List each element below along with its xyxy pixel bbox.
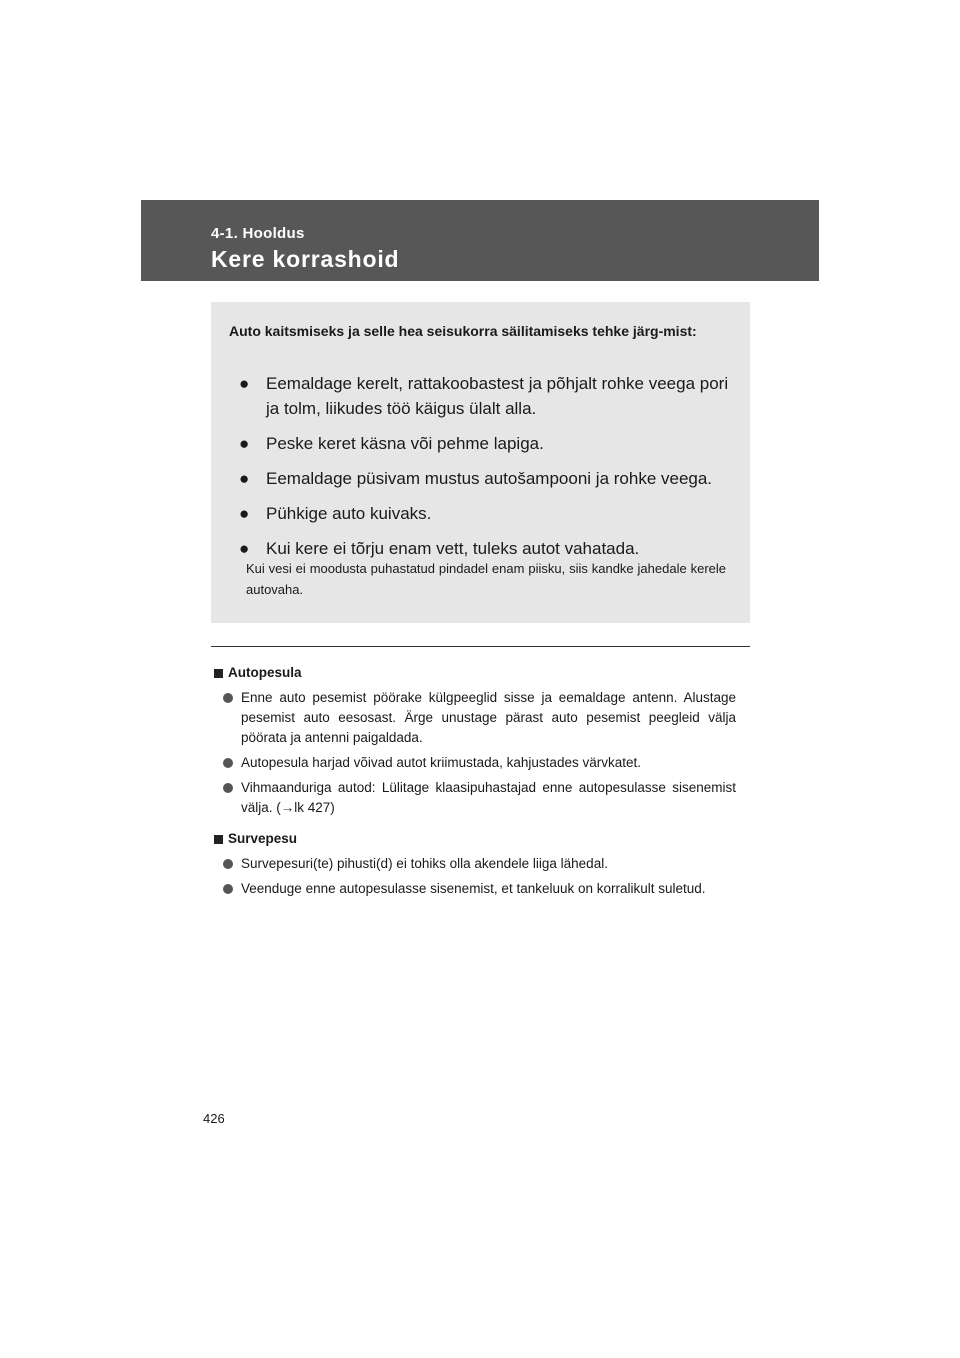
grey-dot-icon — [223, 758, 233, 768]
grey-dot-icon — [223, 693, 233, 703]
intro-box — [211, 302, 750, 623]
grey-dot-icon — [223, 783, 233, 793]
note-heading-survepesu — [214, 829, 736, 849]
notes-section — [214, 663, 736, 904]
tip-text: Eemaldage kerelt, rattakoobastest ja põhjalt rohke veega pori ja tolm, liikudes töö käigus ülalt alla. — [266, 374, 729, 418]
filled-circle-icon: ● — [239, 539, 250, 558]
grey-dot-icon — [223, 859, 233, 869]
grey-dot-icon — [223, 884, 233, 894]
wax-note: Kui vesi ei moodusta puhastatud pindadel enam piisku, siis kandke jahedale kerele autovaha. — [246, 561, 726, 597]
filled-circle-icon: ● — [239, 374, 250, 393]
note-heading-label: Autopesula — [228, 665, 302, 680]
tip-item — [239, 371, 731, 421]
note-text: Autopesula harjad võivad autot kriimustada, kahjustades värvkatet. — [241, 755, 641, 770]
section-label: 4-1. Hooldus — [211, 225, 305, 242]
tip-text: Pühkige auto kuivaks. — [266, 504, 432, 523]
tip-text: Eemaldage püsivam mustus autošampooni ja rohke veega. — [266, 469, 713, 488]
list-item — [214, 854, 736, 874]
tip-item — [239, 501, 731, 526]
intro-text: Auto kaitsmiseks ja selle hea seisukorra säilitamiseks tehke järg-mist: — [229, 323, 697, 339]
filled-circle-icon: ● — [239, 469, 250, 488]
tip-list — [239, 371, 731, 571]
divider — [211, 646, 750, 647]
note-text: Survepesuri(te) pihusti(d) ei tohiks olla akendele liiga lähedal. — [241, 856, 608, 871]
page-number: 426 — [203, 1111, 225, 1126]
square-icon — [214, 669, 223, 678]
tip-text: Peske keret käsna või pehme lapiga. — [266, 434, 544, 453]
note-text: Veenduge enne autopesulasse sisenemist, et tankeluuk on korralikult suletud. — [241, 881, 706, 896]
header-band — [141, 200, 819, 281]
list-item — [214, 778, 736, 818]
page-title: Kere korrashoid — [211, 246, 400, 272]
note-text: Vihmaanduriga autod: Lülitage klaasipuhastajad enne autopesulasse sisenemist välja. (→lk 427) — [241, 780, 736, 815]
tip-text: Kui kere ei tõrju enam vett, tuleks autot vahatada. — [266, 539, 640, 558]
tip-item — [239, 431, 731, 456]
filled-circle-icon: ● — [239, 434, 250, 453]
note-text: Enne auto pesemist pöörake külgpeeglid sisse ja eemaldage antenn. Alustage pesemist auto eesosast. Ärge unustage pärast auto pesemist peegleid välja pöörata ja antenni paigaldada. — [241, 690, 736, 745]
note-heading-autopesula — [214, 663, 736, 683]
filled-circle-icon: ● — [239, 504, 250, 523]
list-item — [214, 879, 736, 899]
list-item — [214, 753, 736, 773]
note-heading-label: Survepesu — [228, 831, 298, 846]
list-item — [214, 688, 736, 748]
square-icon — [214, 835, 223, 844]
tip-item — [239, 466, 731, 491]
